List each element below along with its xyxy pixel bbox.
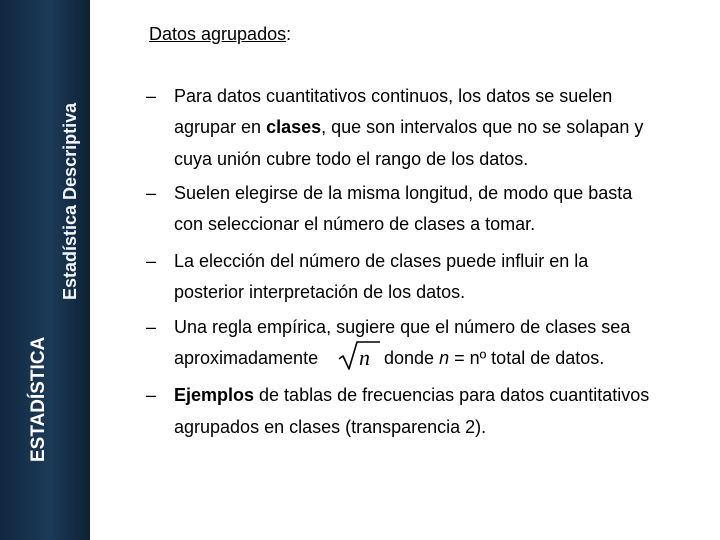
slide-title bbox=[149, 24, 291, 45]
bullet-5-keyword: Ejemplos bbox=[174, 385, 255, 405]
sidebar-main-title: ESTADÍSTICA bbox=[28, 336, 49, 462]
bullet-3-line-1: La elección del número de clases puede influir en la bbox=[174, 251, 589, 271]
bullet-4-var-n: n bbox=[439, 348, 450, 368]
bullet-4-line-2-post bbox=[384, 349, 604, 367]
bullet-5-line-1-post: de tablas de frecuencias para datos cuantitativos bbox=[254, 385, 650, 405]
bullet-1-keyword: clases bbox=[266, 117, 322, 137]
bullet-3-dash: – bbox=[146, 251, 157, 271]
sqrt-formula bbox=[337, 339, 381, 371]
sidebar-subtitle: Estadística Descriptiva bbox=[60, 102, 80, 300]
bullet-2-line-1: Suelen elegirse de la misma longitud, de modo que basta bbox=[174, 183, 633, 203]
bullet-1-line-3: cuya unión cubre todo el rango de los datos. bbox=[174, 149, 529, 169]
bullet-4-definition: = nº total de datos. bbox=[449, 348, 605, 368]
bullet-5-line-1 bbox=[174, 386, 649, 404]
bullet-4-line-2-pre: aproximadamente bbox=[174, 348, 319, 368]
bullet-4-line-1: Una regla empírica, sugiere que el número de clases sea bbox=[174, 317, 631, 337]
bullet-1-line-2 bbox=[174, 118, 643, 136]
bullet-1-dash: – bbox=[146, 86, 157, 106]
bullet-3-line-2: posterior interpretación de los datos. bbox=[174, 282, 466, 302]
slide-title-text: Datos agrupados bbox=[149, 24, 287, 44]
bullet-2-dash: – bbox=[146, 183, 157, 203]
bullet-1-line-1: Para datos cuantitativos continuos, los datos se suelen bbox=[174, 86, 613, 106]
bullet-1-line-2-pre: agrupar en bbox=[174, 117, 267, 137]
bullet-1-line-2-post: , que son intervalos que no se solapan y bbox=[321, 117, 644, 137]
bullet-5-dash: – bbox=[146, 385, 157, 405]
formula-variable: n bbox=[359, 345, 370, 370]
bullet-2-line-2: con seleccionar el número de clases a tomar. bbox=[174, 214, 536, 234]
slide-title-colon: : bbox=[286, 24, 292, 44]
bullet-5-line-2: agrupados en clases (transparencia 2). bbox=[174, 417, 487, 437]
bullet-4-donde: donde bbox=[384, 348, 440, 368]
bullet-4-dash: – bbox=[146, 317, 157, 337]
